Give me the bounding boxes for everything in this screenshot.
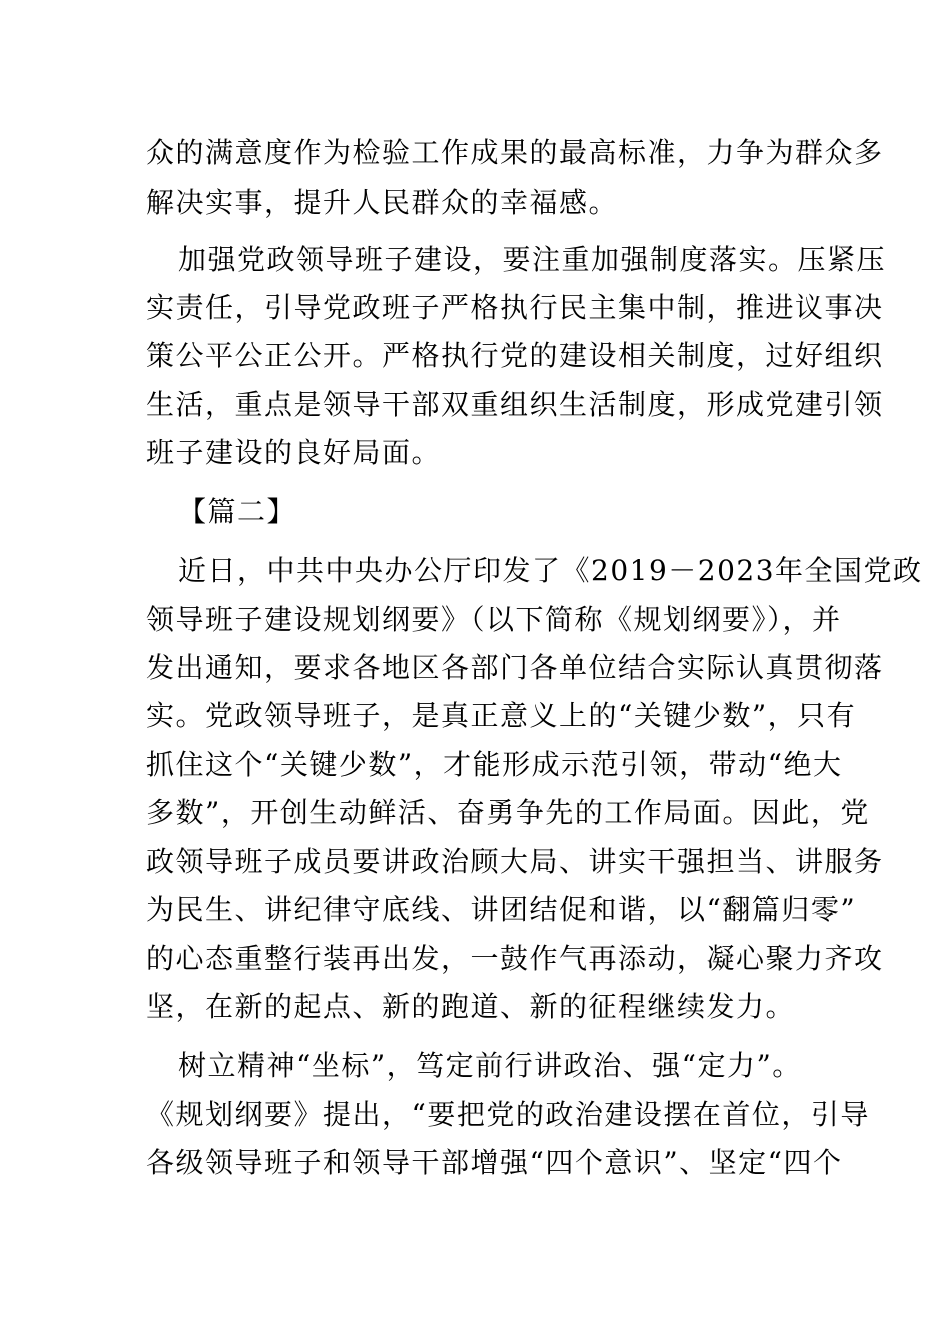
text-line: 班子建设的良好局面。 bbox=[146, 436, 442, 469]
text-line: 的心态重整行装再出发，一鼓作气再添动，凝心聚力齐攻 bbox=[146, 942, 884, 975]
text-line: 抓住这个“关键少数”，才能形成示范引领，带动“绝大 bbox=[146, 748, 843, 781]
text-line: 生活，重点是领导干部双重组织生活制度，形成党建引领 bbox=[146, 388, 884, 421]
text-line: 众的满意度作为检验工作成果的最高标准，力争为群众多 bbox=[146, 136, 884, 169]
paragraph-start-line: 近日，中共中央办公厅印发了《2019－2023年全国党政 bbox=[178, 554, 923, 587]
text-line: 各级领导班子和领导干部增强“四个意识”、坚定“四个 bbox=[146, 1146, 843, 1179]
text-line: 发出通知，要求各地区各部门各单位结合实际认真贯彻落 bbox=[146, 651, 884, 684]
text-line: 解决实事，提升人民群众的幸福感。 bbox=[146, 186, 619, 219]
text-line: 《规划纲要》提出，“要把党的政治建设摆在首位，引导 bbox=[146, 1098, 870, 1131]
text-line: 为民生、讲纪律守底线、讲团结促和谐，以“翻篇归零” bbox=[146, 893, 857, 926]
text-line: 策公平公正公开。严格执行党的建设相关制度，过好组织 bbox=[146, 339, 884, 372]
text-line: 实责任，引导党政班子严格执行民主集中制，推进议事决 bbox=[146, 291, 884, 324]
paragraph-start-line: 加强党政领导班子建设，要注重加强制度落实。压紧压 bbox=[178, 243, 887, 276]
text-line: 政领导班子成员要讲政治顾大局、讲实干强担当、讲服务 bbox=[146, 845, 884, 878]
section-heading: 【篇二】 bbox=[178, 495, 297, 528]
text-line: 实。党政领导班子，是真正意义上的“关键少数”，只有 bbox=[146, 699, 857, 732]
text-line: 坚，在新的起点、新的跑道、新的征程继续发力。 bbox=[146, 990, 796, 1023]
paragraph-start-line: 树立精神“坐标”，笃定前行讲政治、强“定力”。 bbox=[178, 1049, 802, 1082]
text-line: 多数”，开创生动鲜活、奋勇争先的工作局面。因此，党 bbox=[146, 796, 870, 829]
text-line: 领导班子建设规划纲要》（以下简称《规划纲要》），并 bbox=[146, 603, 842, 636]
